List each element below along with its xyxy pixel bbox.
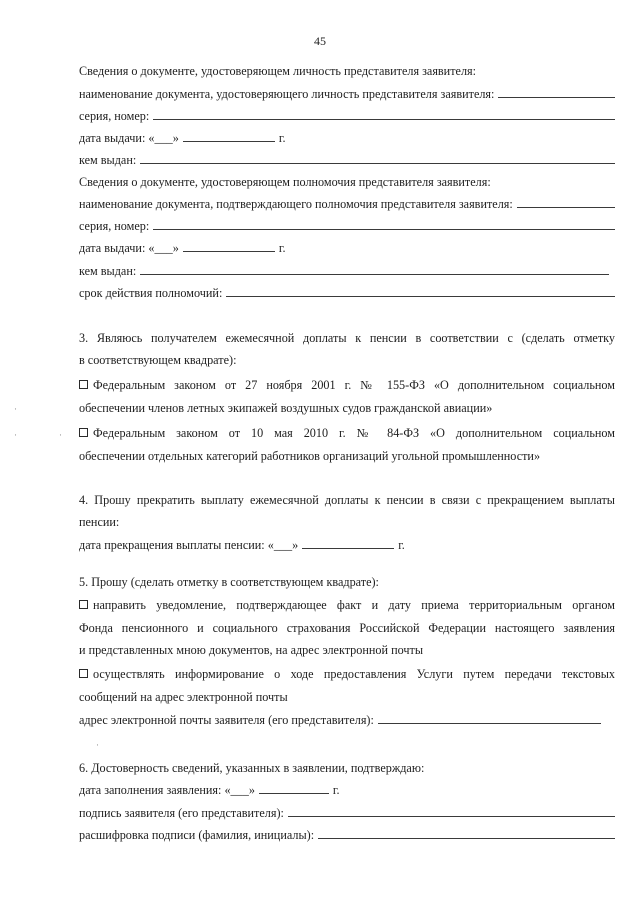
section3-option1: Федеральным законом от 27 ноября 2001 г. № 155-ФЗ «О дополнительном социальном (79, 377, 615, 393)
section6-heading: 6. Достоверность сведений, указанных в заявлении, подтверждаю: (79, 761, 425, 775)
email-field[interactable] (378, 712, 601, 724)
rep-identity-month-year-field[interactable] (183, 130, 275, 142)
rep-identity-heading: Сведения о документе, удостоверяющем личность представителя заявителя: (79, 64, 477, 78)
section5-heading: 5. Прошу (сделать отметку в соответствующем квадрате): (79, 575, 379, 589)
termination-month-year-field[interactable] (302, 537, 394, 549)
email-label: адрес электронной почты заявителя (его представителя): (79, 713, 374, 727)
rep-authority-day-field[interactable]: ___ (154, 241, 173, 255)
rep-identity-date-row: дата выдачи: « ___ » г. (79, 131, 286, 145)
email-informing-checkbox[interactable] (79, 669, 88, 678)
rep-authority-series-label: серия, номер: (79, 219, 150, 233)
rep-authority-docname-row (79, 196, 615, 212)
section4-line2: пенсии: (79, 515, 120, 529)
section5-option1-cont2: и представленных мною документов, на адрес электронной почты (79, 643, 424, 657)
page-number: 45 (314, 34, 326, 48)
rep-authority-issued-row (79, 263, 609, 279)
rep-authority-series-row (79, 218, 615, 234)
send-notification-checkbox[interactable] (79, 600, 88, 609)
rep-authority-validity-label: срок действия полномочий: (79, 286, 223, 300)
section3-line1: 3. Являюсь получателем ежемесячной доплаты к пенсии в соответствии с (сделать отметку (79, 331, 615, 345)
section3-option2: Федеральным законом от 10 мая 2010 г. № 84-ФЗ «О дополнительном социальном (79, 425, 615, 441)
rep-authority-heading: Сведения о документе, удостоверяющем полномочия представителя заявителя: (79, 175, 491, 189)
section4-date-row: дата прекращения выплаты пенсии: « ___ » г. (79, 538, 405, 552)
rep-authority-issued-label: кем выдан: (79, 264, 137, 278)
termination-day-field[interactable]: ___ (273, 538, 293, 552)
rep-identity-docname-row (79, 86, 615, 102)
rep-identity-series-row (79, 108, 615, 124)
section3-option1-cont: обеспечении членов летных экипажей воздушных судов гражданской авиации» (79, 401, 493, 415)
rep-authority-month-year-field[interactable] (183, 240, 275, 252)
scan-speck: · (96, 740, 99, 750)
rep-identity-day-field[interactable]: ___ (154, 131, 173, 145)
rep-identity-docname-label: наименование документа, удостоверяющего личность представителя заявителя: (79, 87, 495, 101)
section5-option2-cont: сообщений на адрес электронной почты (79, 690, 288, 704)
section5-option1-cont: Фонда пенсионного и социального страхования Российской Федерации настоящего заявления (79, 621, 615, 635)
rep-identity-issued-row (79, 152, 615, 168)
rep-authority-series-field[interactable] (153, 218, 615, 230)
rep-identity-issued-field[interactable] (140, 152, 615, 164)
rep-authority-validity-row (79, 285, 615, 301)
rep-authority-docname-field[interactable] (517, 196, 615, 208)
signature-label: подпись заявителя (его представителя): (79, 806, 284, 820)
scan-speck: · (14, 404, 17, 414)
law-155-checkbox[interactable] (79, 380, 88, 389)
scan-speck: · (59, 430, 62, 440)
section5-option2: осуществлять информирование о ходе предоставления Услуги путем передачи текстовых (79, 666, 615, 682)
section3-line2: в соответствующем квадрате): (79, 353, 237, 367)
rep-authority-validity-field[interactable] (226, 285, 615, 297)
section6-date-row: дата заполнения заявления: « ___ » г. (79, 783, 340, 797)
rep-authority-issued-field[interactable] (140, 263, 609, 275)
section5-email-row (79, 712, 601, 728)
rep-identity-issued-label: кем выдан: (79, 153, 137, 167)
signature-field[interactable] (288, 805, 615, 817)
rep-identity-docname-field[interactable] (498, 86, 615, 98)
rep-authority-date-row: дата выдачи: « ___ » г. (79, 241, 286, 255)
fill-month-year-field[interactable] (259, 782, 329, 794)
section6-signature-row (79, 805, 615, 821)
rep-identity-series-field[interactable] (153, 108, 615, 120)
scan-speck: · (14, 430, 17, 440)
section4-line1: 4. Прошу прекратить выплату ежемесячной доплаты к пенсии в связи с прекращением выплаты (79, 493, 615, 507)
decoding-label: расшифровка подписи (фамилия, инициалы): (79, 828, 315, 842)
section3-option2-cont: обеспечении отдельных категорий работников организаций угольной промышленности» (79, 449, 541, 463)
section5-option1: направить уведомление, подтверждающее факт и дату приема территориальным органом (79, 597, 615, 613)
section6-decoding-row (79, 827, 615, 843)
law-84-checkbox[interactable] (79, 428, 88, 437)
rep-identity-series-label: серия, номер: (79, 109, 150, 123)
rep-authority-docname-label: наименование документа, подтверждающего полномочия представителя заявителя: (79, 197, 513, 211)
fill-day-field[interactable]: ___ (230, 783, 249, 797)
decoding-field[interactable] (318, 827, 615, 839)
